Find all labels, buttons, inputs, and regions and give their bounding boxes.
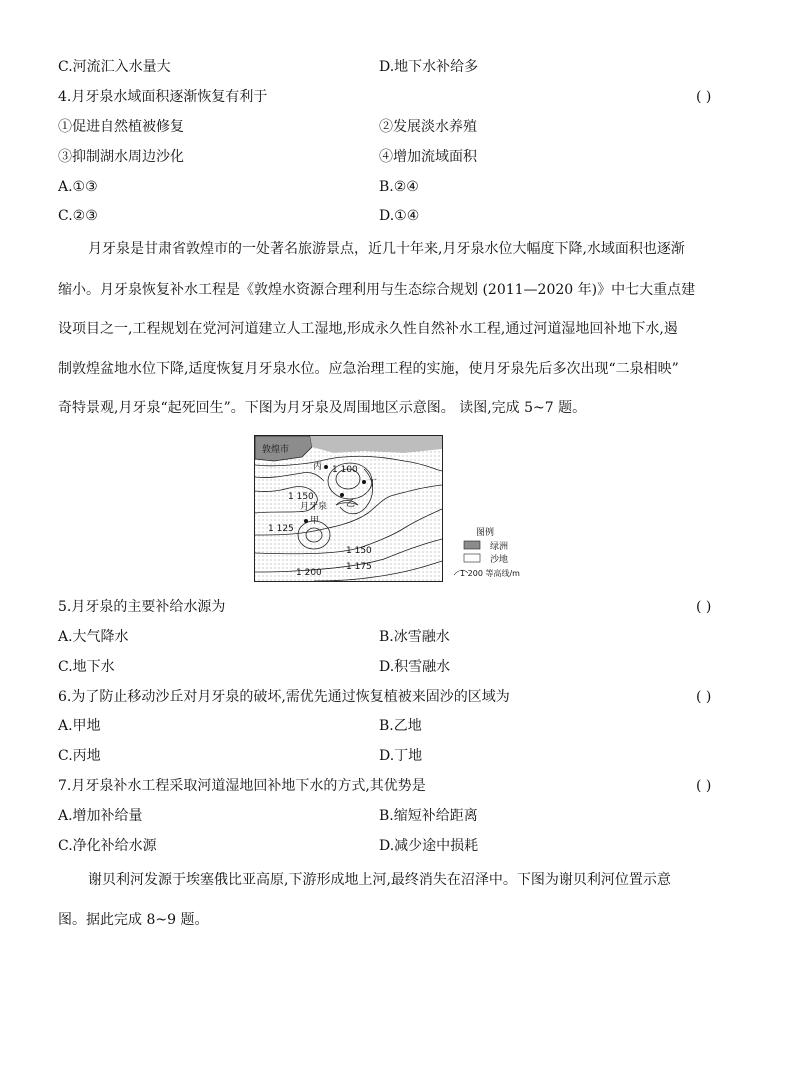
q4-stem: 4.月牙泉水域面积逐渐恢复有利于 [58, 89, 268, 105]
place-ding-label: 丁 [368, 479, 378, 489]
q7-option-d: D.减少途中损耗 [379, 838, 479, 854]
q4-item-4: ④增加流域面积 [379, 149, 477, 165]
passage1-line-5: 奇特景观,月牙泉“起死回生”。下图为月牙泉及周围地区示意图。 读图,完成 5~7 题。 [58, 400, 587, 416]
q4-option-a: A.①③ [58, 179, 98, 195]
q6-option-b: B.乙地 [379, 718, 422, 734]
passage1-line-1: 月牙泉是甘肃省敦煌市的一处著名旅游景点，近几十年来,月牙泉水位大幅度下降,水域面积也逐渐 [88, 241, 685, 257]
place-yi-label: 乙 [346, 499, 356, 509]
passage2-line-2: 图。据此完成 8~9 题。 [58, 912, 209, 928]
place-ding-dot [362, 480, 366, 484]
map-legend [454, 526, 520, 578]
passage1-line-2: 缩小。月牙泉恢复补水工程是《敦煌水资源合理利用与生态综合规划 (2011—2020 年)》中七大重点建 [58, 282, 696, 298]
contour-label-1150b: 1 150 [346, 546, 372, 556]
q6-option-a: A.甲地 [58, 718, 101, 734]
legend-oasis-swatch [464, 541, 480, 549]
legend-title: 图例 [476, 528, 495, 538]
q4-item-1: ①促进自然植被修复 [58, 119, 184, 135]
legend-contour-label: 1 200 等高线/m [460, 569, 520, 578]
passage1-line-3: 设项目之一,工程规划在党河河道建立人工湿地,形成永久性自然补水工程,通过河道湿地回补地下水,遏 [58, 321, 678, 337]
q7-option-b: B.缩短补给距离 [379, 808, 478, 824]
q7-option-c: C.净化补给水源 [58, 838, 157, 854]
city-label: 敦煌市 [262, 445, 290, 455]
q6-stem: 6.为了防止移动沙丘对月牙泉的破坏,需优先通过恢复植被来固沙的区域为 [58, 689, 510, 705]
contour-label-1175: 1 175 [346, 562, 372, 572]
q7-answer-paren: ( ) [696, 778, 712, 794]
place-jia-label: 甲 [310, 516, 320, 526]
q6-option-d: D.丁地 [379, 748, 423, 764]
q4-item-2: ②发展淡水养殖 [379, 119, 477, 135]
legend-oasis-label: 绿洲 [490, 542, 509, 552]
oasis-area-band [310, 436, 442, 453]
q5-option-a: A.大气降水 [58, 629, 129, 645]
place-bing-dot [324, 465, 328, 469]
q5-stem: 5.月牙泉的主要补给水源为 [58, 599, 226, 615]
contour-label-1150a: 1 150 [288, 492, 314, 502]
q4-answer-paren: ( ) [696, 89, 712, 105]
contour-label-1100: 1 100 [332, 465, 358, 475]
q3-option-c: C.河流汇入水量大 [58, 59, 171, 75]
contour-label-1125: 1 125 [268, 524, 294, 534]
q4-item-3: ③抑制湖水周边沙化 [58, 149, 184, 165]
q5-option-c: C.地下水 [58, 659, 115, 675]
place-yi-dot [340, 493, 344, 497]
q6-answer-paren: ( ) [696, 689, 712, 705]
q7-option-a: A.增加补给量 [58, 808, 143, 824]
q3-option-d: D.地下水补给多 [379, 59, 479, 75]
yueyaquan-map [254, 435, 554, 585]
passage2-line-1: 谢贝利河发源于埃塞俄比亚高原,下游形成地上河,最终消失在沼泽中。下图为谢贝利河位置示意 [88, 872, 671, 888]
spring-label: 月牙泉 [300, 502, 328, 512]
q7-stem: 7.月牙泉补水工程采取河道湿地回补地下水的方式,其优势是 [58, 778, 426, 794]
q5-option-d: D.积雪融水 [379, 659, 451, 675]
passage1-line-4: 制敦煌盆地水位下降,适度恢复月牙泉水位。应急治理工程的实施，使月牙泉先后多次出现“二泉相映” [58, 361, 679, 377]
q4-option-d: D.①④ [379, 208, 420, 224]
legend-sand-label: 沙地 [490, 555, 509, 565]
legend-sand-swatch [464, 554, 480, 562]
contour-label-1200: 1 200 [296, 568, 322, 578]
q4-option-c: C.②③ [58, 208, 98, 224]
q6-option-c: C.丙地 [58, 748, 101, 764]
place-jia-dot [304, 519, 308, 523]
q4-option-b: B.②④ [379, 179, 419, 195]
q5-option-b: B.冰雪融水 [379, 629, 450, 645]
q5-answer-paren: ( ) [696, 599, 712, 615]
place-bing-label: 丙 [313, 462, 323, 472]
